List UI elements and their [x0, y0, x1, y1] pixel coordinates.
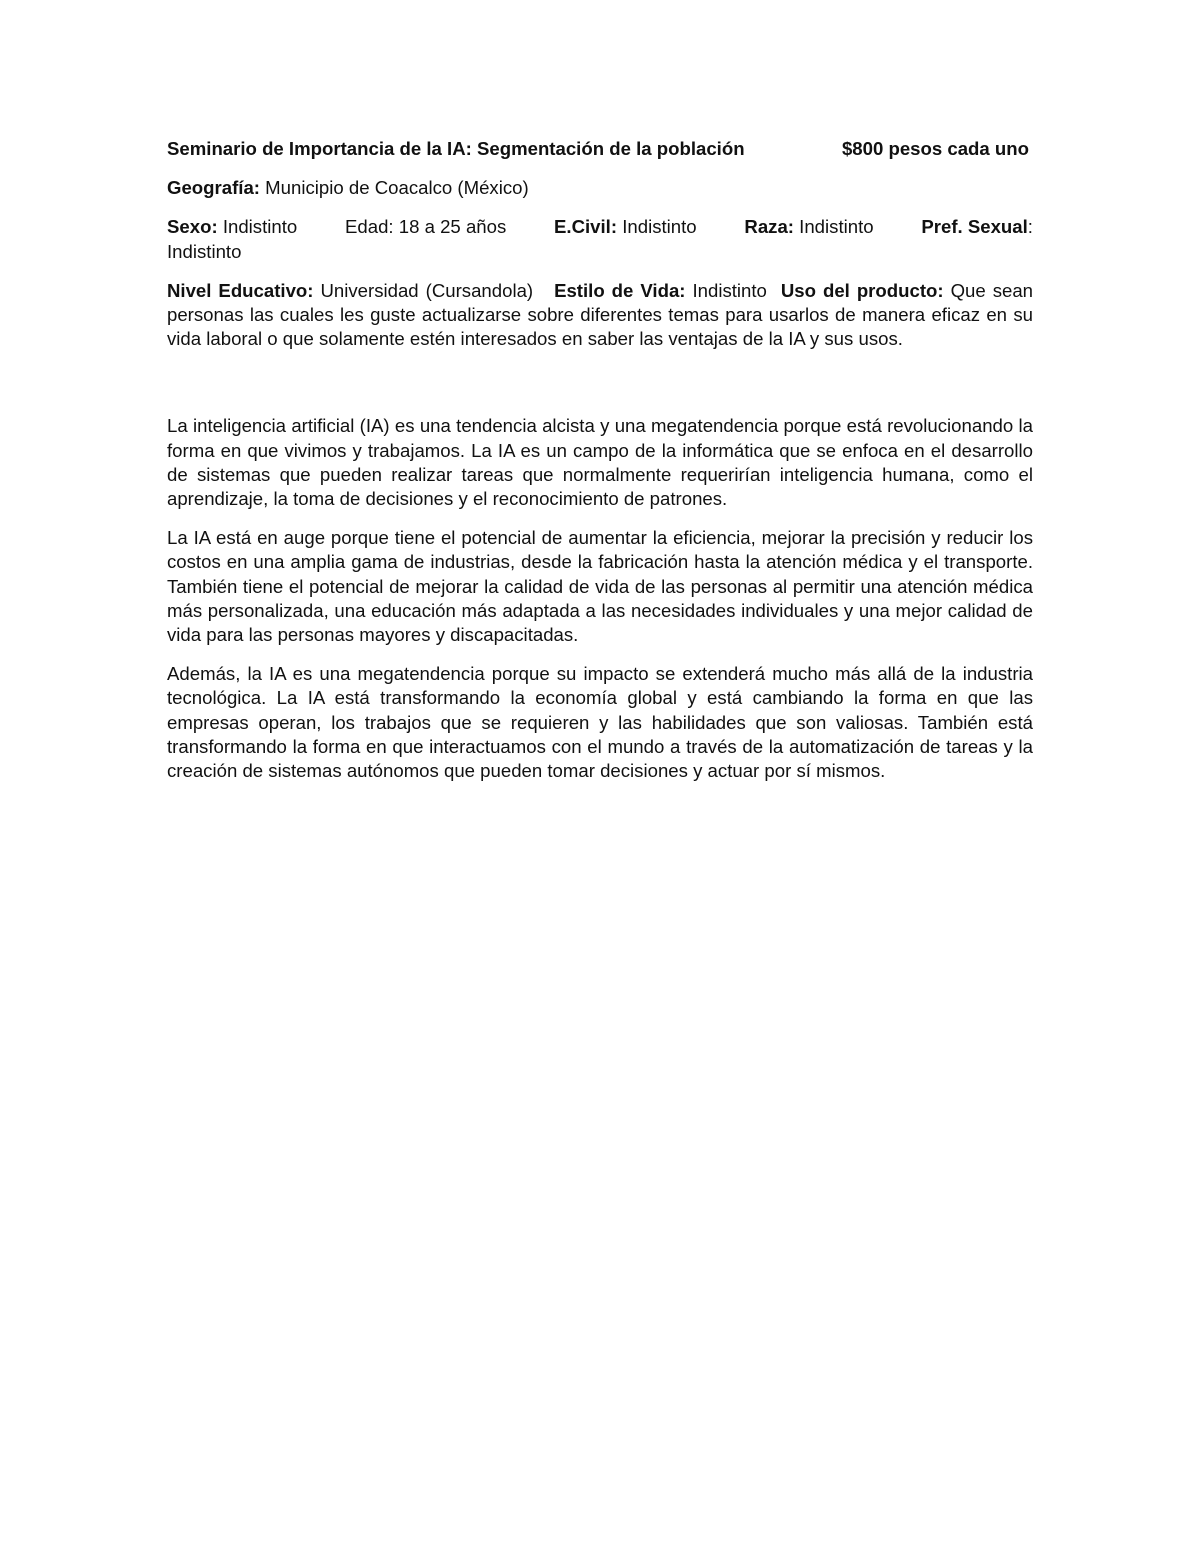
- raza-label: Raza:: [744, 216, 794, 238]
- pref-value-line: [167, 240, 1033, 264]
- nivel-value: Universidad (Cursandola): [320, 279, 534, 301]
- body-paragraph-1: La inteligencia artificial (IA) es una tendencia alcista y una megatendencia porque está revolucionando la forma en que vivimos y trabajamos. La IA es un campo de la informática que se enfoca en el desarrollo de sistemas que pueden realizar tareas que normalmente requerirían inteligencia humana, como el aprendizaje, la toma de decisiones y el reconocimiento de patrones.: [167, 415, 1033, 510]
- sexo-label: Sexo:: [167, 216, 218, 238]
- document-title: Seminario de Importancia de la IA: Segmentación de la población: [167, 138, 745, 159]
- estilo-label: Estilo de Vida:: [554, 279, 686, 301]
- body-paragraph-3: Además, la IA es una megatendencia porque su impacto se extenderá mucho más allá de la industria tecnológica. La IA está transformando la economía global y está cambiando la forma en que las empresas operan, los trabajos que se requieren y las habilidades que son valiosas. También está transformando la forma en que interactuamos con el mundo a través de la automatización de tareas y la creación de sistemas autónomos que pueden tomar decisiones y actuar por sí mismos.: [167, 663, 1033, 782]
- ecivil-field: [554, 215, 697, 239]
- geografia-label: Geografía:: [167, 177, 260, 199]
- education-usage-paragraph: [167, 279, 1033, 352]
- edad-field: Edad: 18 a 25 años: [344, 216, 507, 238]
- pref-label: Pref. Sexual: [921, 216, 1028, 238]
- sexo-value: Indistinto: [222, 216, 298, 238]
- document-header: [167, 137, 1033, 161]
- ecivil-label: E.Civil:: [554, 216, 618, 238]
- pref-value: Indistinto: [167, 240, 242, 262]
- uso-value: Que sean personas las cuales les guste actualizarse sobre diferentes temas para usarlos de manera eficaz en su vida laboral o que solamente estén interesados en saber las ventajas de la IA y sus usos.: [167, 279, 1034, 350]
- pref-colon: :: [1027, 216, 1033, 238]
- sexo-field: [167, 215, 297, 239]
- pref-field: [921, 215, 1033, 239]
- demographics-line: [167, 215, 1033, 239]
- ecivil-value: Indistinto: [622, 216, 697, 238]
- section-spacer: [167, 366, 1033, 414]
- document-page: [167, 137, 1033, 798]
- geografia-value: Municipio de Coacalco (México): [265, 177, 529, 199]
- raza-value: Indistinto: [799, 216, 874, 238]
- nivel-label: Nivel Educativo:: [167, 279, 314, 301]
- raza-field: [744, 215, 873, 239]
- geografia-line: [167, 176, 1033, 200]
- uso-label: Uso del producto:: [780, 279, 944, 301]
- estilo-value: Indistinto: [692, 279, 767, 301]
- price-label: $800 pesos cada uno: [841, 138, 1029, 159]
- body-paragraph-2: La IA está en auge porque tiene el potencial de aumentar la eficiencia, mejorar la precisión y reducir los costos en una amplia gama de industrias, desde la fabricación hasta la atención médica y el transporte. También tiene el potencial de mejorar la calidad de vida de las personas al permitir una atención médica más personalizada, una educación más adaptada a las necesidades individuales y una mejor calidad de vida para las personas mayores y discapacitadas.: [167, 527, 1033, 646]
